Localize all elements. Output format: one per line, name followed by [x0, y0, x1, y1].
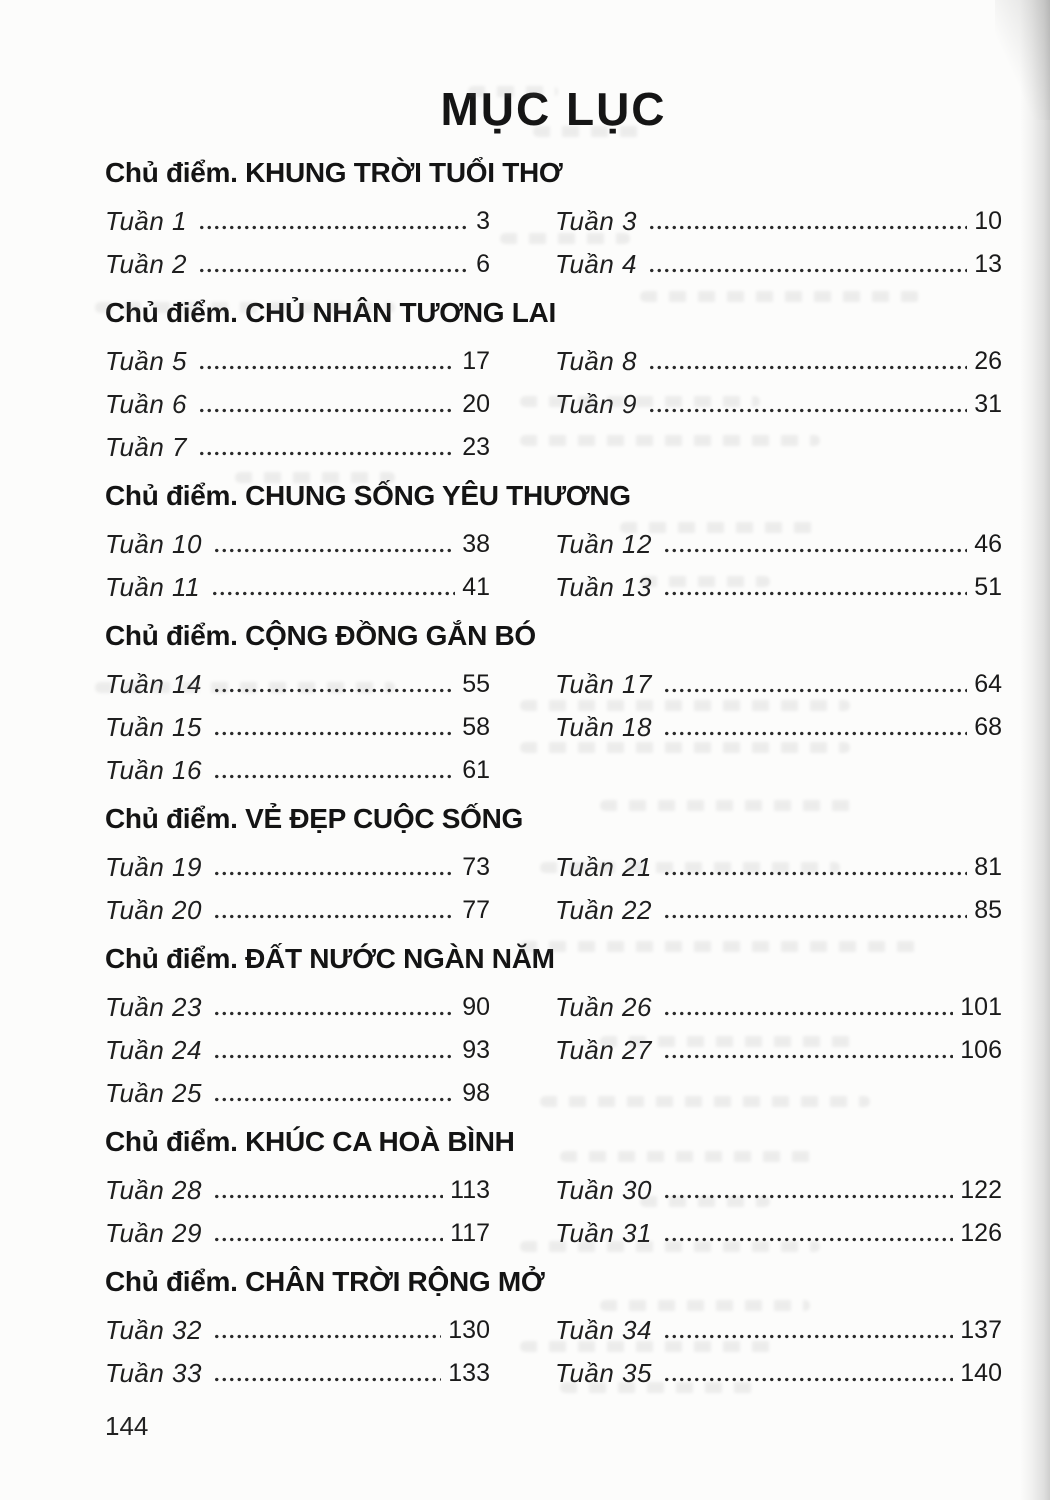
toc-section [105, 156, 1002, 284]
section-columns [105, 1167, 1002, 1253]
section-columns [105, 521, 1002, 607]
toc-entry-page: 6 [476, 250, 490, 278]
section-left-column [105, 521, 490, 607]
toc-entry-label: Tuần 10 [105, 529, 202, 559]
toc-entry-label: Tuần 33 [105, 1358, 202, 1388]
toc-entry-page: 81 [974, 853, 1002, 881]
toc-entry-page: 31 [974, 390, 1002, 418]
toc-entry-page: 13 [974, 250, 1002, 278]
toc-entry-page: 38 [462, 530, 490, 558]
toc-entry-page: 117 [450, 1219, 490, 1247]
toc-entry-label: Tuần 27 [555, 1035, 652, 1065]
toc-entry-page: 68 [974, 713, 1002, 741]
toc-entry-label: Tuần 24 [105, 1035, 202, 1065]
dotted-leader [198, 268, 469, 273]
toc-entry [555, 1350, 1002, 1393]
section-right-column [555, 521, 1002, 607]
toc-entry-page: 122 [960, 1176, 1002, 1204]
toc-entry-label: Tuần 7 [105, 432, 188, 462]
toc-entry-label: Tuần 25 [105, 1078, 202, 1108]
toc-entry [105, 381, 490, 424]
dotted-leader [663, 1011, 953, 1016]
section-columns [105, 661, 1002, 790]
section-columns [105, 198, 1002, 284]
toc-entry-page: 98 [462, 1079, 490, 1107]
toc-entry-page: 55 [462, 670, 490, 698]
dotted-leader [648, 268, 967, 273]
section-right-column [555, 1167, 1002, 1253]
section-columns [105, 338, 1002, 467]
toc-entry-label: Tuần 21 [555, 852, 652, 882]
toc-entry-label: Tuần 1 [105, 206, 188, 236]
toc-entry [105, 338, 490, 381]
toc-entry-label: Tuần 2 [105, 249, 188, 279]
toc-sections [105, 156, 1002, 1393]
toc-entry-page: 130 [448, 1316, 490, 1344]
dotted-leader [213, 688, 455, 693]
toc-entry-label: Tuần 9 [555, 389, 638, 419]
toc-entry-page: 17 [462, 347, 490, 375]
section-columns [105, 1307, 1002, 1393]
toc-entry-label: Tuần 5 [105, 346, 188, 376]
section-heading: Chủ điểm. KHÚC CA HOÀ BÌNH [105, 1126, 515, 1157]
toc-entry [105, 198, 490, 241]
dotted-leader [663, 1237, 953, 1242]
toc-entry-label: Tuần 12 [555, 529, 652, 559]
toc-entry [105, 661, 490, 704]
dotted-leader [213, 1334, 441, 1339]
section-left-column [105, 984, 490, 1113]
dotted-leader [663, 731, 967, 736]
toc-entry-page: 106 [960, 1036, 1002, 1064]
section-left-column [105, 844, 490, 930]
section-left-column [105, 1307, 490, 1393]
toc-entry-label: Tuần 18 [555, 712, 652, 742]
dotted-leader [213, 1194, 443, 1199]
toc-entry [555, 844, 1002, 887]
toc-entry [105, 887, 490, 930]
toc-section [105, 619, 1002, 790]
toc-entry [105, 1070, 490, 1113]
toc-entry-page: 101 [960, 993, 1002, 1021]
section-heading: Chủ điểm. ĐẤT NƯỚC NGÀN NĂM [105, 943, 555, 974]
dotted-leader [198, 408, 455, 413]
toc-entry-page: 90 [462, 993, 490, 1021]
dotted-leader [198, 451, 455, 456]
dotted-leader [198, 225, 469, 230]
toc-entry [555, 887, 1002, 930]
toc-entry-page: 3 [476, 207, 490, 235]
toc-entry [105, 424, 490, 467]
toc-entry [105, 704, 490, 747]
toc-entry-label: Tuần 35 [555, 1358, 652, 1388]
toc-entry [555, 1307, 1002, 1350]
dotted-leader [213, 1097, 455, 1102]
toc-entry-label: Tuần 31 [555, 1218, 652, 1248]
toc-entry-label: Tuần 23 [105, 992, 202, 1022]
toc-entry-page: 133 [448, 1359, 490, 1387]
section-right-column [555, 844, 1002, 930]
dotted-leader [663, 688, 967, 693]
dotted-leader [648, 365, 967, 370]
toc-entry-label: Tuần 32 [105, 1315, 202, 1345]
toc-entry [555, 521, 1002, 564]
dotted-leader [213, 1377, 441, 1382]
toc-entry [105, 241, 490, 284]
toc-entry [555, 984, 1002, 1027]
toc-entry-label: Tuần 26 [555, 992, 652, 1022]
toc-entry [555, 241, 1002, 284]
section-right-column [555, 1307, 1002, 1393]
toc-section [105, 942, 1002, 1113]
toc-entry-label: Tuần 4 [555, 249, 638, 279]
toc-entry-page: 20 [462, 390, 490, 418]
toc-entry-label: Tuần 22 [555, 895, 652, 925]
toc-entry-page: 23 [462, 433, 490, 461]
toc-entry-page: 140 [960, 1359, 1002, 1387]
section-heading: Chủ điểm. CỘNG ĐỒNG GẮN BÓ [105, 620, 536, 651]
section-right-column [555, 198, 1002, 284]
toc-entry [555, 1167, 1002, 1210]
toc-entry-label: Tuần 6 [105, 389, 188, 419]
toc-entry-page: 61 [462, 756, 490, 784]
toc-entry-page: 58 [462, 713, 490, 741]
toc-entry-page: 93 [462, 1036, 490, 1064]
dotted-leader [213, 1054, 455, 1059]
dotted-leader [213, 914, 455, 919]
toc-entry [555, 198, 1002, 241]
dotted-leader [663, 1194, 953, 1199]
toc-entry [105, 1350, 490, 1393]
section-columns [105, 984, 1002, 1113]
toc-entry [105, 1027, 490, 1070]
toc-entry [555, 704, 1002, 747]
toc-entry-page: 73 [462, 853, 490, 881]
toc-entry-page: 10 [974, 207, 1002, 235]
dotted-leader [213, 774, 455, 779]
toc-entry-label: Tuần 16 [105, 755, 202, 785]
dotted-leader [648, 408, 967, 413]
toc-entry-label: Tuần 29 [105, 1218, 202, 1248]
toc-section [105, 1265, 1002, 1393]
toc-entry [105, 521, 490, 564]
toc-entry-page: 41 [462, 573, 490, 601]
page-number: 144 [105, 1411, 149, 1441]
section-heading: Chủ điểm. KHUNG TRỜI TUỔI THƠ [105, 157, 563, 188]
toc-entry-label: Tuần 11 [105, 572, 201, 602]
toc-entry-label: Tuần 28 [105, 1175, 202, 1205]
toc-entry-page: 85 [974, 896, 1002, 924]
toc-entry-page: 126 [960, 1219, 1002, 1247]
dotted-leader [213, 731, 455, 736]
section-heading: Chủ điểm. CHUNG SỐNG YÊU THƯƠNG [105, 480, 631, 511]
section-left-column [105, 198, 490, 284]
section-left-column [105, 661, 490, 790]
section-heading: Chủ điểm. VẺ ĐẸP CUỘC SỐNG [105, 803, 523, 834]
toc-entry-label: Tuần 3 [555, 206, 638, 236]
section-heading: Chủ điểm. CHÂN TRỜI RỘNG MỞ [105, 1266, 545, 1297]
dotted-leader [663, 1054, 953, 1059]
dotted-leader [213, 871, 455, 876]
toc-entry-page: 26 [974, 347, 1002, 375]
toc-entry [105, 564, 490, 607]
dotted-leader [663, 591, 967, 596]
toc-entry-page: 64 [974, 670, 1002, 698]
toc-entry [105, 1307, 490, 1350]
scan-edge-shadow [1020, 0, 1050, 1500]
toc-entry-page: 113 [450, 1176, 490, 1204]
toc-entry [555, 381, 1002, 424]
page-title: MỤC LỤC [440, 83, 667, 135]
dotted-leader [663, 548, 967, 553]
toc-section [105, 1125, 1002, 1253]
toc-entry-label: Tuần 19 [105, 852, 202, 882]
section-heading: Chủ điểm. CHỦ NHÂN TƯƠNG LAI [105, 297, 556, 328]
dotted-leader [213, 1237, 443, 1242]
toc-entry-page: 46 [974, 530, 1002, 558]
section-right-column [555, 661, 1002, 747]
toc-section [105, 479, 1002, 607]
dotted-leader [663, 1334, 953, 1339]
toc-section [105, 296, 1002, 467]
dotted-leader [663, 871, 967, 876]
toc-entry [105, 984, 490, 1027]
section-left-column [105, 338, 490, 467]
toc-entry [555, 1027, 1002, 1070]
dotted-leader [211, 591, 455, 596]
toc-entry [105, 1167, 490, 1210]
toc-entry [105, 747, 490, 790]
toc-entry-label: Tuần 34 [555, 1315, 652, 1345]
toc-entry [555, 1210, 1002, 1253]
toc-entry [555, 338, 1002, 381]
dotted-leader [213, 1011, 455, 1016]
toc-section [105, 802, 1002, 930]
scan-corner-shadow [995, 0, 1050, 120]
toc-entry-label: Tuần 15 [105, 712, 202, 742]
toc-entry [105, 1210, 490, 1253]
dotted-leader [663, 1377, 953, 1382]
dotted-leader [213, 548, 455, 553]
toc-entry-label: Tuần 8 [555, 346, 638, 376]
toc-entry [555, 661, 1002, 704]
toc-entry-page: 137 [960, 1316, 1002, 1344]
dotted-leader [648, 225, 967, 230]
dotted-leader [198, 365, 455, 370]
section-right-column [555, 338, 1002, 424]
toc-entry-label: Tuần 13 [555, 572, 652, 602]
toc-entry-label: Tuần 20 [105, 895, 202, 925]
toc-entry-page: 77 [462, 896, 490, 924]
toc-entry [555, 564, 1002, 607]
toc-entry-label: Tuần 30 [555, 1175, 652, 1205]
toc-entry-label: Tuần 17 [555, 669, 652, 699]
section-right-column [555, 984, 1002, 1070]
toc-entry-label: Tuần 14 [105, 669, 202, 699]
dotted-leader [663, 914, 967, 919]
section-columns [105, 844, 1002, 930]
toc-entry [105, 844, 490, 887]
toc-entry-page: 51 [974, 573, 1002, 601]
section-left-column [105, 1167, 490, 1253]
